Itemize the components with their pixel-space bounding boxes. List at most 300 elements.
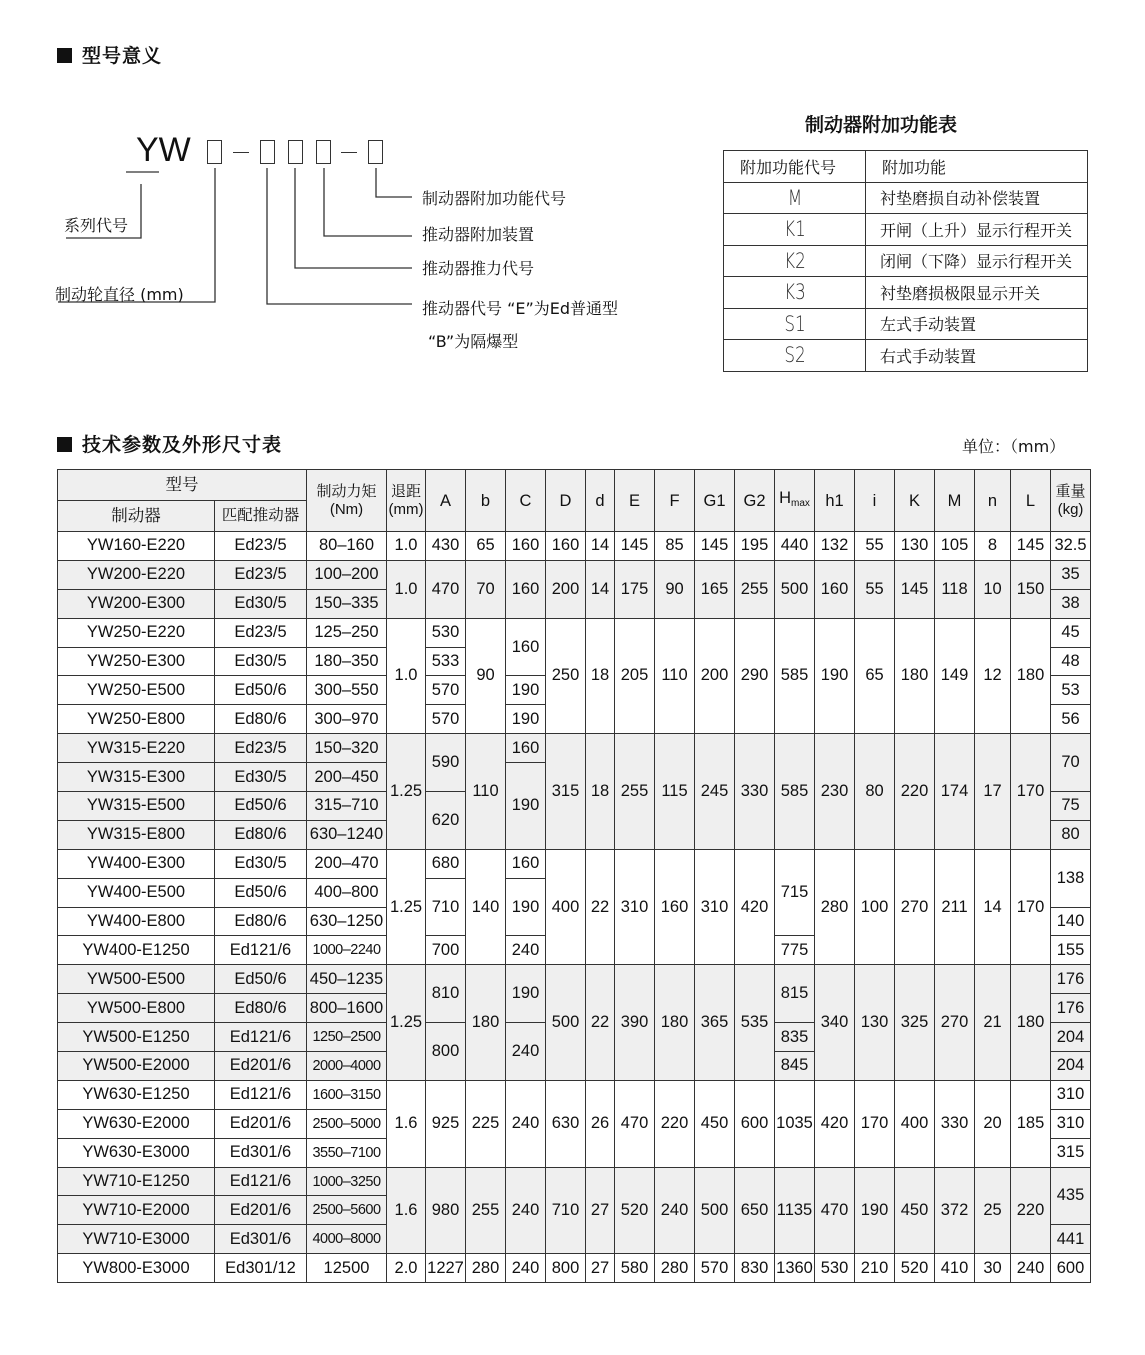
- brake-model-cell: YW400-E500: [58, 878, 215, 907]
- spec-cell: 310: [615, 849, 655, 965]
- spec-cell: 149: [935, 618, 975, 734]
- spec-cell: 410: [935, 1254, 975, 1283]
- spec-cell: 32.5: [1051, 532, 1091, 561]
- spec-cell: 48: [1051, 647, 1091, 676]
- pusher-model-cell: Ed201/6: [215, 1052, 307, 1081]
- brake-model-cell: YW630-E2000: [58, 1109, 215, 1138]
- spec-cell: 925: [426, 1080, 466, 1167]
- function-code: S2: [738, 340, 852, 372]
- header-dim: [935, 470, 975, 532]
- spec-cell: 1360: [775, 1254, 815, 1283]
- spec-cell: 204: [1051, 1052, 1091, 1081]
- spec-cell: 600: [735, 1080, 775, 1167]
- function-code: K1: [738, 214, 852, 246]
- spec-cell: 845: [775, 1052, 815, 1081]
- spec-cell: 340: [815, 965, 855, 1081]
- function-description: 衬垫磨损极限显示开关: [866, 277, 1088, 309]
- spec-cell: 570: [426, 705, 466, 734]
- brake-model-cell: YW400-E1250: [58, 936, 215, 965]
- header-retreat: 退距 (mm): [387, 470, 426, 532]
- spec-cell: 365: [695, 965, 735, 1081]
- header-dim: [426, 470, 466, 532]
- header-dim-label: G1: [703, 491, 726, 510]
- spec-cell: 600: [1051, 1254, 1091, 1283]
- spec-cell: 195: [735, 532, 775, 561]
- brake-model-cell: YW400-E300: [58, 849, 215, 878]
- spec-cell: 140: [466, 849, 506, 965]
- function-row: [724, 277, 1088, 309]
- spec-cell: 160: [506, 532, 546, 561]
- label-series: 系列代号: [64, 216, 129, 235]
- spec-cell: 372: [935, 1167, 975, 1254]
- pusher-model-cell: Ed301/6: [215, 1225, 307, 1254]
- torque-cell: 300–970: [307, 705, 387, 734]
- spec-cell: 530: [815, 1254, 855, 1283]
- spec-cell: 430: [426, 532, 466, 561]
- spec-cell: 180: [1011, 618, 1051, 734]
- spec-cell: 2.0: [387, 1254, 426, 1283]
- pusher-model-cell: Ed301/6: [215, 1138, 307, 1167]
- spec-cell: 12: [975, 618, 1011, 734]
- spec-cell: 160: [815, 560, 855, 618]
- spec-cell: 520: [895, 1254, 935, 1283]
- torque-cell: 630–1240: [307, 820, 387, 849]
- function-description: 右式手动装置: [866, 340, 1088, 372]
- spec-cell: 22: [586, 849, 615, 965]
- pusher-model-cell: Ed80/6: [215, 705, 307, 734]
- spec-cell: 1227: [426, 1254, 466, 1283]
- brake-model-cell: YW160-E220: [58, 532, 215, 561]
- pusher-model-cell: Ed50/6: [215, 878, 307, 907]
- spec-cell: 470: [815, 1167, 855, 1254]
- spec-cell: 45: [1051, 618, 1091, 647]
- spec-row: [58, 618, 1091, 647]
- spec-cell: 145: [695, 532, 735, 561]
- spec-cell: 240: [506, 1023, 546, 1081]
- torque-cell: 400–800: [307, 878, 387, 907]
- spec-cell: 174: [935, 734, 975, 850]
- header-dim-label: d: [595, 491, 605, 510]
- torque-cell: 2500–5000: [307, 1109, 387, 1138]
- spec-cell: 225: [466, 1080, 506, 1167]
- spec-cell: 18: [586, 618, 615, 734]
- label-pusher-device: 推动器附加装置: [422, 225, 535, 244]
- brake-model-cell: YW500-E500: [58, 965, 215, 994]
- pusher-model-cell: Ed23/5: [215, 560, 307, 589]
- header-torque: 制动力矩 (Nm): [307, 470, 387, 532]
- brake-model-cell: YW400-E800: [58, 907, 215, 936]
- spec-cell: 180: [1011, 965, 1051, 1081]
- label-pusher-code-explosion-proof: “B”为隔爆型: [428, 332, 519, 351]
- section-title-specs: [57, 430, 282, 457]
- spec-cell: 170: [1011, 849, 1051, 965]
- header-dim-label: F: [669, 491, 680, 510]
- torque-cell: 315–710: [307, 792, 387, 821]
- spec-cell: 470: [615, 1080, 655, 1167]
- spec-cell: 1135: [775, 1167, 815, 1254]
- pusher-model-cell: Ed30/5: [215, 589, 307, 618]
- spec-cell: 590: [426, 734, 466, 792]
- spec-cell: 180: [655, 965, 695, 1081]
- function-code: M: [738, 182, 852, 214]
- brake-model-cell: YW710-E3000: [58, 1225, 215, 1254]
- spec-cell: 280: [466, 1254, 506, 1283]
- spec-cell: 110: [466, 734, 506, 850]
- spec-cell: 800: [426, 1023, 466, 1081]
- header-pusher: 匹配推动器: [215, 501, 307, 532]
- spec-cell: 680: [426, 849, 466, 878]
- spec-cell: 100: [855, 849, 895, 965]
- brake-model-cell: YW250-E220: [58, 618, 215, 647]
- spec-cell: 211: [935, 849, 975, 965]
- spec-cell: 500: [775, 560, 815, 618]
- spec-cell: 1.6: [387, 1167, 426, 1254]
- header-dim-label: i: [872, 491, 877, 510]
- spec-cell: 8: [975, 532, 1011, 561]
- section-title-text: 技术参数及外形尺寸表: [82, 434, 283, 456]
- spec-cell: 55: [855, 560, 895, 618]
- spec-cell: 800: [546, 1254, 586, 1283]
- spec-cell: 38: [1051, 589, 1091, 618]
- pusher-model-cell: Ed201/6: [215, 1196, 307, 1225]
- spec-cell: 240: [506, 1254, 546, 1283]
- spec-cell: 53: [1051, 676, 1091, 705]
- spec-cell: 176: [1051, 994, 1091, 1023]
- pusher-model-cell: Ed50/6: [215, 792, 307, 821]
- spec-cell: 315: [1051, 1138, 1091, 1167]
- function-code: K2: [738, 245, 852, 277]
- pusher-model-cell: Ed30/5: [215, 763, 307, 792]
- spec-cell: 14: [975, 849, 1011, 965]
- spec-cell: 10: [975, 560, 1011, 618]
- spec-cell: 330: [735, 734, 775, 850]
- spec-cell: 220: [895, 734, 935, 850]
- pusher-model-cell: Ed80/6: [215, 994, 307, 1023]
- header-dim: [775, 470, 815, 532]
- function-description: 闭闸（下降）显示行程开关: [866, 245, 1088, 277]
- spec-cell: 325: [895, 965, 935, 1081]
- section-title-text: 型号意义: [82, 45, 163, 67]
- spec-cell: 160: [506, 849, 546, 878]
- brake-model-cell: YW315-E800: [58, 820, 215, 849]
- torque-cell: 2500–5600: [307, 1196, 387, 1225]
- spec-cell: 130: [855, 965, 895, 1081]
- spec-row: [58, 1167, 1091, 1196]
- spec-cell: 470: [426, 560, 466, 618]
- spec-cell: 835: [775, 1023, 815, 1052]
- spec-cell: 90: [655, 560, 695, 618]
- spec-cell: 140: [1051, 907, 1091, 936]
- pusher-model-cell: Ed30/5: [215, 849, 307, 878]
- spec-cell: 25: [975, 1167, 1011, 1254]
- spec-row: [58, 849, 1091, 878]
- brake-model-cell: YW500-E800: [58, 994, 215, 1023]
- torque-cell: 1250–2500: [307, 1023, 387, 1052]
- spec-cell: 570: [695, 1254, 735, 1283]
- header-dim-label: H: [779, 488, 791, 507]
- spec-header-row-1: [58, 470, 1091, 501]
- spec-cell: 450: [895, 1167, 935, 1254]
- function-table-header: [724, 151, 1088, 183]
- torque-cell: 450–1235: [307, 965, 387, 994]
- pusher-model-cell: Ed121/6: [215, 1080, 307, 1109]
- header-dim-label: G2: [743, 491, 766, 510]
- spec-row: [58, 532, 1091, 561]
- brake-model-cell: YW710-E2000: [58, 1196, 215, 1225]
- spec-row: [58, 560, 1091, 589]
- header-dim-label: E: [628, 491, 640, 510]
- spec-cell: 22: [586, 965, 615, 1081]
- pusher-model-cell: Ed30/5: [215, 647, 307, 676]
- spec-cell: 80: [1051, 820, 1091, 849]
- spec-cell: 185: [1011, 1080, 1051, 1167]
- function-description: 衬垫磨损自动补偿装置: [866, 182, 1088, 214]
- header-brake: 制动器: [58, 501, 215, 532]
- spec-cell: 190: [815, 618, 855, 734]
- spec-cell: 1.6: [387, 1080, 426, 1167]
- spec-cell: 55: [855, 532, 895, 561]
- spec-cell: 190: [506, 676, 546, 705]
- model-prefix: YW: [136, 131, 191, 169]
- spec-cell: 160: [546, 532, 586, 561]
- spec-cell: 533: [426, 647, 466, 676]
- spec-cell: 200: [546, 560, 586, 618]
- square-bullet-icon: [57, 437, 72, 452]
- spec-cell: 980: [426, 1167, 466, 1254]
- pusher-model-cell: Ed201/6: [215, 1109, 307, 1138]
- brake-model-cell: YW710-E1250: [58, 1167, 215, 1196]
- spec-cell: 330: [935, 1080, 975, 1167]
- spec-cell: 105: [935, 532, 975, 561]
- spec-cell: 175: [615, 560, 655, 618]
- torque-cell: 630–1250: [307, 907, 387, 936]
- spec-cell: 255: [615, 734, 655, 850]
- spec-cell: 630: [546, 1080, 586, 1167]
- pusher-model-cell: Ed80/6: [215, 820, 307, 849]
- spec-cell: 170: [1011, 734, 1051, 850]
- spec-cell: 165: [695, 560, 735, 618]
- spec-cell: 585: [775, 618, 815, 734]
- spec-cell: 65: [855, 618, 895, 734]
- brake-model-cell: YW500-E1250: [58, 1023, 215, 1052]
- spec-cell: 75: [1051, 792, 1091, 821]
- brake-model-cell: YW250-E800: [58, 705, 215, 734]
- function-description: 开闸（上升）显示行程开关: [866, 214, 1088, 246]
- spec-cell: 20: [975, 1080, 1011, 1167]
- header-dim: [586, 470, 615, 532]
- spec-cell: 710: [546, 1167, 586, 1254]
- spec-cell: 160: [506, 618, 546, 676]
- spec-cell: 190: [506, 705, 546, 734]
- torque-cell: 150–320: [307, 734, 387, 763]
- spec-cell: 190: [506, 763, 546, 850]
- function-code: S1: [738, 308, 852, 340]
- header-dim: [466, 470, 506, 532]
- spec-cell: 220: [1011, 1167, 1051, 1254]
- spec-cell: 400: [546, 849, 586, 965]
- spec-cell: 250: [546, 618, 586, 734]
- brake-model-cell: YW630-E3000: [58, 1138, 215, 1167]
- spec-cell: 240: [1011, 1254, 1051, 1283]
- function-description: 左式手动装置: [866, 308, 1088, 340]
- pusher-model-cell: Ed23/5: [215, 532, 307, 561]
- label-pusher-code: 推动器代号 “E”为Ed普通型: [422, 299, 619, 318]
- torque-cell: 12500: [307, 1254, 387, 1283]
- spec-cell: 210: [855, 1254, 895, 1283]
- pusher-model-cell: Ed121/6: [215, 936, 307, 965]
- header-dim-label: h1: [825, 491, 844, 510]
- brake-model-cell: YW250-E300: [58, 647, 215, 676]
- spec-cell: 240: [506, 936, 546, 965]
- torque-cell: 200–470: [307, 849, 387, 878]
- header-weight: 重量 (kg): [1051, 470, 1091, 532]
- spec-cell: 170: [855, 1080, 895, 1167]
- spec-cell: 450: [695, 1080, 735, 1167]
- spec-cell: 70: [466, 560, 506, 618]
- pusher-model-cell: Ed50/6: [215, 965, 307, 994]
- brake-model-cell: YW250-E500: [58, 676, 215, 705]
- label-wheel-diameter: 制动轮直径 (mm): [55, 285, 184, 304]
- spec-cell: 290: [735, 618, 775, 734]
- brake-model-cell: YW200-E220: [58, 560, 215, 589]
- label-brake-function: 制动器附加功能代号: [422, 189, 567, 208]
- header-dim-label: L: [1025, 491, 1036, 510]
- spec-cell: 520: [615, 1167, 655, 1254]
- torque-cell: 200–450: [307, 763, 387, 792]
- spec-row: [58, 734, 1091, 763]
- spec-cell: 255: [735, 560, 775, 618]
- spec-cell: 65: [466, 532, 506, 561]
- header-code: 附加功能代号: [724, 151, 866, 183]
- spec-cell: 715: [775, 849, 815, 936]
- function-code: K3: [738, 277, 852, 309]
- brake-model-cell: YW500-E2000: [58, 1052, 215, 1081]
- spec-cell: 710: [426, 878, 466, 936]
- spec-table: [57, 469, 1091, 1283]
- spec-cell: 204: [1051, 1023, 1091, 1052]
- pusher-model-cell: Ed80/6: [215, 907, 307, 936]
- spec-cell: 70: [1051, 734, 1091, 792]
- spec-cell: 180: [895, 618, 935, 734]
- pusher-model-cell: Ed121/6: [215, 1167, 307, 1196]
- spec-cell: 1.25: [387, 734, 426, 850]
- spec-cell: 160: [506, 734, 546, 763]
- brake-model-cell: YW800-E3000: [58, 1254, 215, 1283]
- spec-cell: 145: [895, 560, 935, 618]
- spec-cell: 530: [426, 618, 466, 647]
- spec-cell: 620: [426, 792, 466, 850]
- torque-cell: 2000–4000: [307, 1052, 387, 1081]
- spec-cell: 27: [586, 1254, 615, 1283]
- header-dim: [735, 470, 775, 532]
- spec-cell: 810: [426, 965, 466, 1023]
- spec-cell: 310: [1051, 1080, 1091, 1109]
- spec-cell: 155: [1051, 936, 1091, 965]
- spec-cell: 830: [735, 1254, 775, 1283]
- spec-cell: 14: [586, 532, 615, 561]
- function-table: [723, 150, 1088, 372]
- header-dim-label: A: [439, 491, 451, 510]
- spec-cell: 310: [695, 849, 735, 965]
- spec-cell: 1.25: [387, 849, 426, 965]
- header-dim: [695, 470, 735, 532]
- spec-cell: 132: [815, 532, 855, 561]
- header-dim: [815, 470, 855, 532]
- spec-cell: 650: [735, 1167, 775, 1254]
- brake-model-cell: YW630-E1250: [58, 1080, 215, 1109]
- spec-cell: 190: [506, 878, 546, 936]
- spec-cell: 700: [426, 936, 466, 965]
- pusher-model-cell: Ed23/5: [215, 618, 307, 647]
- spec-cell: 535: [735, 965, 775, 1081]
- spec-cell: 585: [775, 734, 815, 850]
- spec-cell: 280: [815, 849, 855, 965]
- header-dim: [855, 470, 895, 532]
- spec-cell: 245: [695, 734, 735, 850]
- spec-cell: 420: [815, 1080, 855, 1167]
- spec-cell: 118: [935, 560, 975, 618]
- header-dim: [895, 470, 935, 532]
- torque-cell: 125–250: [307, 618, 387, 647]
- spec-cell: 145: [1011, 532, 1051, 561]
- unit-label: 单位：（mm）: [962, 437, 1066, 456]
- function-row: [724, 340, 1088, 372]
- pusher-model-cell: Ed50/6: [215, 676, 307, 705]
- pusher-model-cell: Ed121/6: [215, 1023, 307, 1052]
- spec-cell: 310: [1051, 1109, 1091, 1138]
- spec-cell: 441: [1051, 1225, 1091, 1254]
- spec-cell: 145: [615, 532, 655, 561]
- spec-cell: 440: [775, 532, 815, 561]
- header-function: 附加功能: [866, 151, 1088, 183]
- spec-cell: 190: [506, 965, 546, 1023]
- spec-cell: 80: [855, 734, 895, 850]
- spec-cell: 21: [975, 965, 1011, 1081]
- spec-cell: 1.25: [387, 965, 426, 1081]
- brake-model-cell: YW200-E300: [58, 589, 215, 618]
- header-dim-label: D: [559, 491, 572, 510]
- spec-cell: 240: [655, 1167, 695, 1254]
- header-dim-label: n: [987, 491, 998, 510]
- spec-cell: 1.0: [387, 532, 426, 561]
- spec-cell: 390: [615, 965, 655, 1081]
- spec-cell: 1.0: [387, 618, 426, 734]
- brake-model-cell: YW315-E220: [58, 734, 215, 763]
- spec-cell: 200: [695, 618, 735, 734]
- spec-cell: 56: [1051, 705, 1091, 734]
- spec-cell: 240: [506, 1080, 546, 1167]
- spec-row: [58, 1080, 1091, 1109]
- torque-cell: 150–335: [307, 589, 387, 618]
- header-dim-label: M: [947, 491, 962, 510]
- spec-cell: 270: [895, 849, 935, 965]
- spec-cell: 17: [975, 734, 1011, 850]
- header-dim: [975, 470, 1011, 532]
- spec-cell: 205: [615, 618, 655, 734]
- torque-cell: 100–200: [307, 560, 387, 589]
- spec-cell: 220: [655, 1080, 695, 1167]
- spec-cell: 570: [426, 676, 466, 705]
- spec-cell: 500: [695, 1167, 735, 1254]
- spec-cell: 14: [586, 560, 615, 618]
- torque-cell: 1000–3250: [307, 1167, 387, 1196]
- spec-cell: 90: [466, 618, 506, 734]
- spec-cell: 18: [586, 734, 615, 850]
- brake-model-cell: YW315-E300: [58, 763, 215, 792]
- spec-cell: 580: [615, 1254, 655, 1283]
- spec-cell: 400: [895, 1080, 935, 1167]
- header-dim: [1011, 470, 1051, 532]
